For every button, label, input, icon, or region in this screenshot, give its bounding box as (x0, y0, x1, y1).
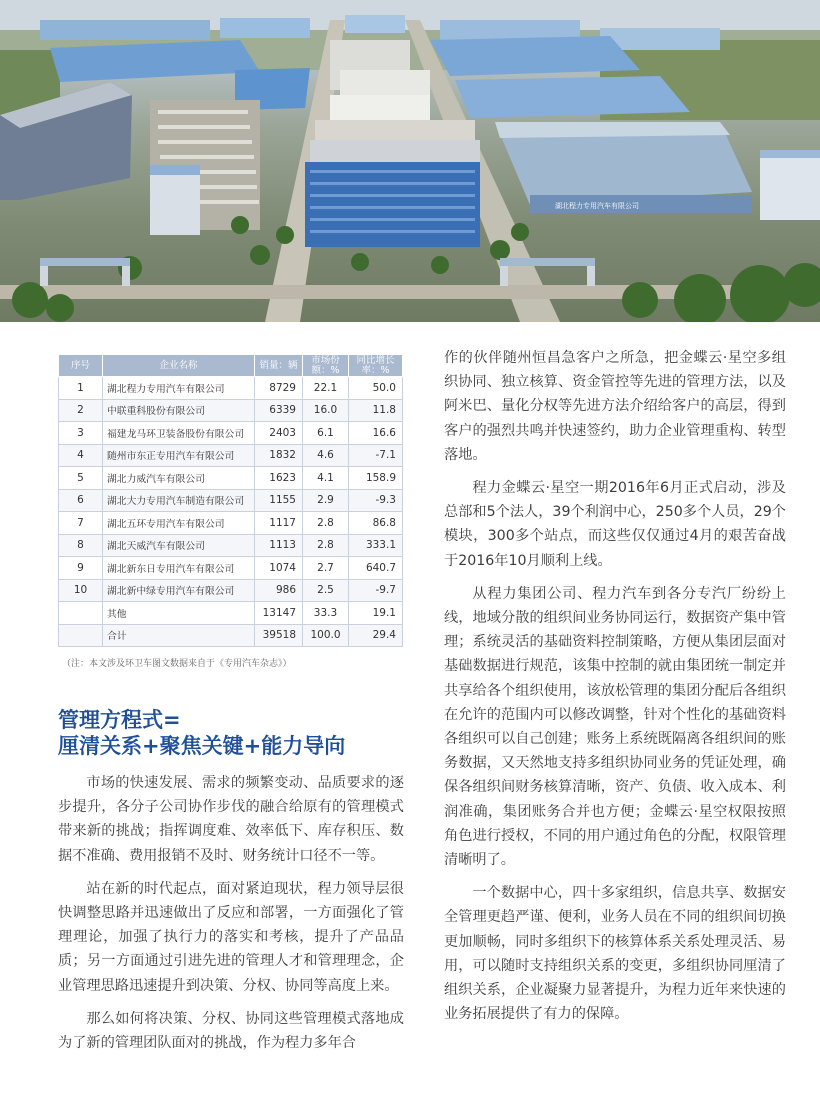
table-cell: 33.3 (303, 602, 349, 625)
table-note: （注：本文涉及环卫车图文数据来自于《专用汽车杂志》） (62, 659, 292, 669)
table-header-row (59, 355, 403, 377)
table-header-cell: 销量：辆 (255, 355, 303, 377)
table-cell: 湖北大力专用汽车制造有限公司 (103, 489, 255, 512)
paragraph: 市场的快速发展、需求的频繁变动、品质要求的逐步提升，各分子公司协作步伐的融合给原有的管理模式带来新的挑战；指挥调度难、效率低下、库存积压、数据不准确、费用报销不及时、财务统计口径不一等。 (58, 775, 404, 864)
table-cell: 1117 (255, 512, 303, 535)
table-cell: 9 (59, 557, 103, 580)
table-cell: 1074 (255, 557, 303, 580)
table-cell: 福建龙马环卫装备股份有限公司 (103, 422, 255, 445)
factory-sign: 湖北程力专用汽车有限公司 (555, 202, 639, 210)
table-cell: 6.1 (303, 422, 349, 445)
table-cell: 4 (59, 444, 103, 467)
section-title (58, 707, 418, 759)
table-cell: 1113 (255, 534, 303, 557)
table-row (59, 444, 403, 467)
table-header-cell: 同比增长率：% (349, 355, 403, 377)
table-cell: 4.6 (303, 444, 349, 467)
table-row (59, 399, 403, 422)
table-cell: 湖北程力专用汽车有限公司 (103, 377, 255, 400)
table-row (59, 557, 403, 580)
table-cell: 158.9 (349, 467, 403, 490)
table-header-cell: 市场份额：% (303, 355, 349, 377)
table-row (59, 624, 403, 647)
table-cell: 16.6 (349, 422, 403, 445)
table-cell: 39518 (255, 624, 303, 647)
table-cell: 2403 (255, 422, 303, 445)
table-cell: 湖北力威汽车有限公司 (103, 467, 255, 490)
table-cell: 8729 (255, 377, 303, 400)
table-row (59, 422, 403, 445)
table-cell: 4.1 (303, 467, 349, 490)
table-row (59, 602, 403, 625)
table-cell: 1832 (255, 444, 303, 467)
table-cell: 333.1 (349, 534, 403, 557)
right-text-column (444, 346, 786, 1035)
paragraph: 从程力集团公司、程力汽车到各分专汽厂纷纷上线，地域分散的组织间业务协同运行，数据资产集中管理；系统灵活的基础资料控制策略，方便从集团层面对基础数据进行规范，该集中控制的就由集团统一制定并共享给各个组织使用，该放松管理的集团分配后各组织在允许的范围内可以修改调整，针对个性化的基础资料各组织可以自己创建；账务上系统既隔离各组织间的账务数据，又天然地支持多组织协同业务的凭证处理，确保各组织间财务核算清晰，资产、负债、收入成本、利润准确，集团账务合并也方便；金蝶云·星空权限按照角色进行授权，不同的用户通过角色的分配，权限管理清晰明了。 (444, 585, 786, 869)
table-row (59, 377, 403, 400)
table-header-cell: 企业名称 (103, 355, 255, 377)
table-cell: 29.4 (349, 624, 403, 647)
table-cell: -9.7 (349, 579, 403, 602)
section-title-line-1: 管理方程式= (58, 708, 181, 732)
table-cell: 8 (59, 534, 103, 557)
factory-aerial-photo (0, 0, 820, 322)
sales-ranking-table (58, 354, 403, 647)
table-cell: 16.0 (303, 399, 349, 422)
left-text-column (58, 771, 404, 1064)
paragraph: 站在新的时代起点，面对紧迫现状，程力领导层很快调整思路并迅速做出了反应和部署，一方面强化了管理理论，加强了执行力的落实和考核，提升了产品品质；另一方面通过引进先进的管理人才和管理理念，企业管理思路迅速提升到决策、分权、协同等高度上来。 (58, 880, 404, 994)
table-cell: 640.7 (349, 557, 403, 580)
table-cell: 86.8 (349, 512, 403, 535)
table-cell: 中联重科股份有限公司 (103, 399, 255, 422)
table-cell: 1155 (255, 489, 303, 512)
table-cell: 湖北天威汽车有限公司 (103, 534, 255, 557)
table-cell: 3 (59, 422, 103, 445)
section-title-line-2: 厘清关系+聚焦关键+能力导向 (58, 734, 346, 758)
table-row (59, 579, 403, 602)
table-cell (59, 602, 103, 625)
table-cell: 6339 (255, 399, 303, 422)
table-cell (59, 624, 103, 647)
table-cell: 100.0 (303, 624, 349, 647)
table-cell: 湖北新东日专用汽车有限公司 (103, 557, 255, 580)
table-cell: -9.3 (349, 489, 403, 512)
table-cell: 2.8 (303, 534, 349, 557)
table-row (59, 489, 403, 512)
table-row (59, 534, 403, 557)
table-cell: 5 (59, 467, 103, 490)
table-cell: 6 (59, 489, 103, 512)
table-cell: 10 (59, 579, 103, 602)
table-cell: 2.7 (303, 557, 349, 580)
table-cell: 50.0 (349, 377, 403, 400)
table-cell: 随州市东正专用汽车有限公司 (103, 444, 255, 467)
table-cell: 1 (59, 377, 103, 400)
table-header-cell: 序号 (59, 355, 103, 377)
table-cell: 湖北新中绿专用汽车有限公司 (103, 579, 255, 602)
factory-aerial-illustration (0, 0, 820, 322)
table-cell: 13147 (255, 602, 303, 625)
paragraph: 那么如何将决策、分权、协同这些管理模式落地成为了新的管理团队面对的挑战，作为程力多年合 (58, 1010, 404, 1052)
table-row (59, 512, 403, 535)
table-cell: 19.1 (349, 602, 403, 625)
paragraph: 程力金蝶云·星空一期2016年6月正式启动，涉及总部和5个法人，39个利润中心，250多个人员，29个模块，300多个站点，而这些仅仅通过4月的艰苦奋战于2016年10月顺利上线。 (444, 480, 786, 569)
table-cell: 7 (59, 512, 103, 535)
table-cell: -7.1 (349, 444, 403, 467)
table-cell: 22.1 (303, 377, 349, 400)
paragraph-continuation: 作的伙伴随州恒昌急客户之所急，把金蝶云·星空多组织协同、独立核算、资金管控等先进的管理方法，以及阿米巴、量化分权等先进方法介绍给客户的高层，得到客户的强烈共鸣并快速签约，助力企业管理重构、转型落地。 (444, 350, 786, 463)
table-cell: 2.5 (303, 579, 349, 602)
paragraph: 一个数据中心，四十多家组织，信息共享、数据安全管理更趋严谨、便利，业务人员在不同的组织间切换更加顺畅，同时多组织下的核算体系关系处理灵活、易用，可以随时支持组织关系的变更，多组织协同厘清了组织关系，企业凝聚力显著提升，为程力近年来快速的业务拓展提供了有力的保障。 (444, 885, 786, 1023)
table-cell: 湖北五环专用汽车有限公司 (103, 512, 255, 535)
table-cell: 2.8 (303, 512, 349, 535)
table-cell: 986 (255, 579, 303, 602)
table-cell: 1623 (255, 467, 303, 490)
table-cell: 2 (59, 399, 103, 422)
table-cell: 其他 (103, 602, 255, 625)
table-cell: 2.9 (303, 489, 349, 512)
table-row (59, 467, 403, 490)
table-cell: 合计 (103, 624, 255, 647)
table-cell: 11.8 (349, 399, 403, 422)
